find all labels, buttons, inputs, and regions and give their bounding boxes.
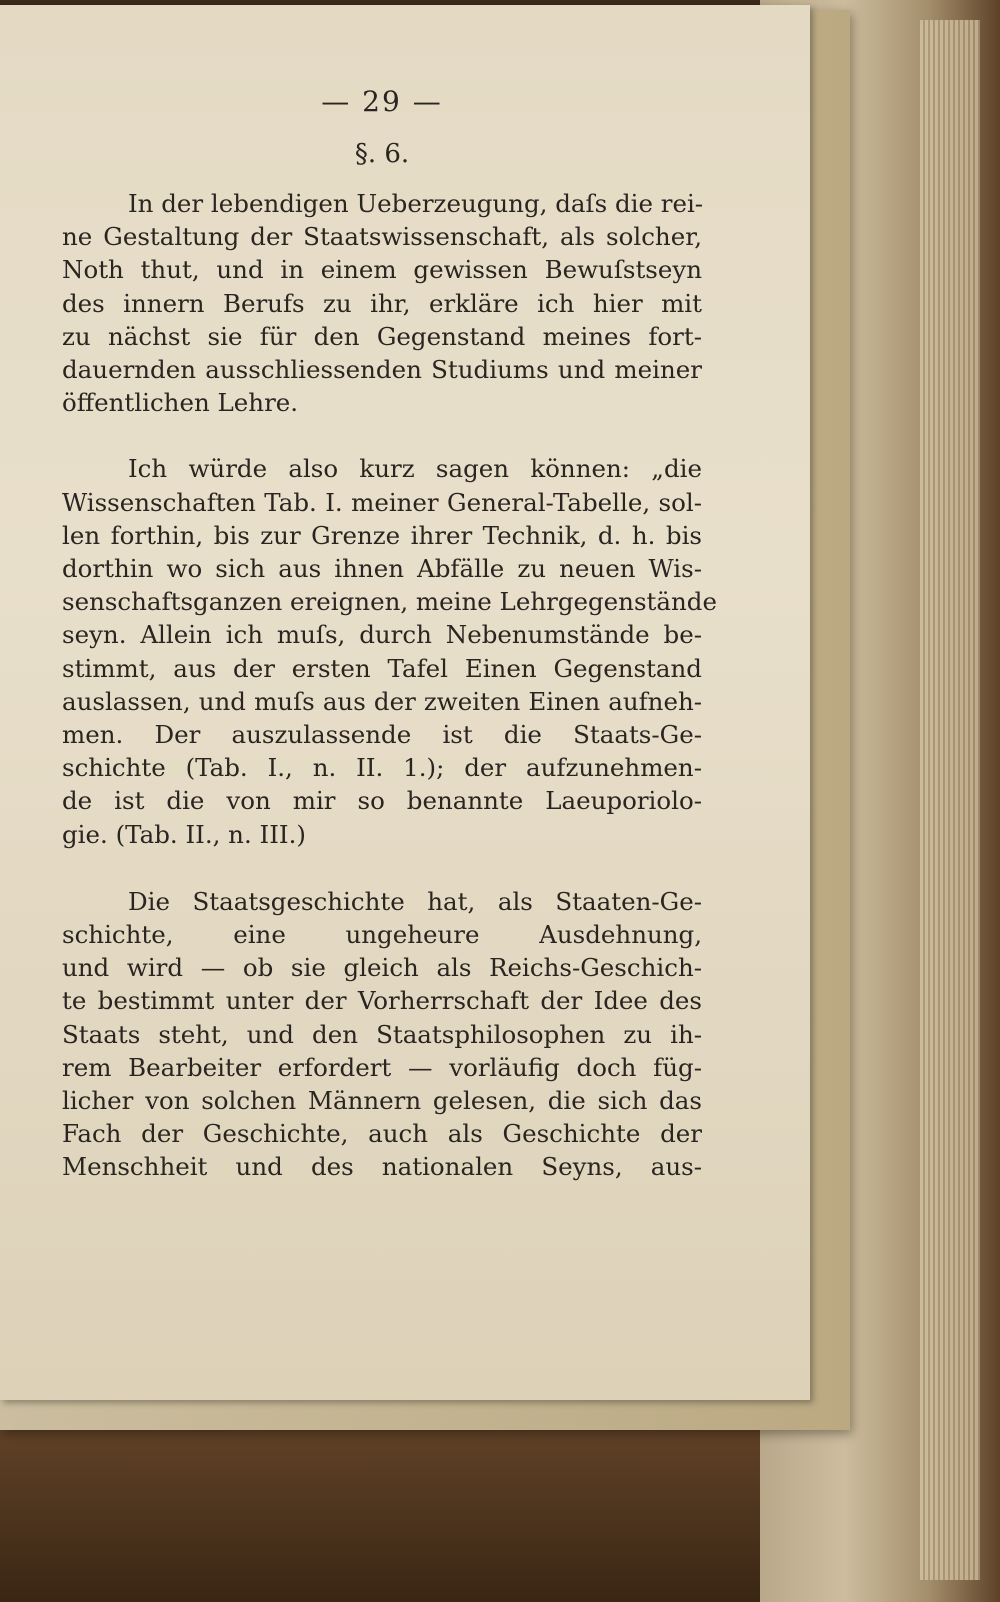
text-line: rem Bearbeiter erfordert — vorläufig doch füg- (62, 1052, 702, 1082)
page-stack-edge (920, 20, 980, 1580)
page-number: — 29 — (321, 85, 443, 118)
paragraph-1 (62, 187, 702, 419)
text-line: Fach der Geschichte, auch als Geschichte der (62, 1119, 702, 1149)
text-line: dorthin wo sich aus ihnen Abfälle zu neuen Wis- (62, 554, 702, 584)
paragraph-gap (62, 419, 702, 452)
paragraph-gap (62, 851, 702, 885)
text-line: Menschheit und des nationalen Seyns, aus- (62, 1152, 702, 1182)
text-line: Noth thut, und in einem gewissen Bewuſstseyn (62, 255, 702, 285)
text-line: auslassen, und muſs aus der zweiten Einen aufneh- (62, 686, 702, 716)
text-line (62, 452, 702, 485)
text-line (62, 885, 702, 918)
text-line: Staats steht, und den Staatsphilosophen zu ih- (62, 1019, 702, 1049)
text-line-content: Die Staatsgeschichte hat, als Staaten-Ge- (128, 886, 702, 916)
page-text-block (62, 85, 717, 1184)
text-line-content: In der lebendigen Ueberzeugung, daſs die rei- (128, 189, 704, 218)
text-line (62, 187, 702, 220)
text-line: de ist die von mir so benannte Laeuporiolo- (62, 786, 702, 816)
section-heading: §. 6. (354, 139, 410, 169)
text-line: ne Gestaltung der Staatswissenschaft, als solcher, (62, 222, 702, 252)
text-line: schichte (Tab. I., n. II. 1.); der aufzunehmen- (62, 753, 702, 783)
text-line: dauernden ausschliessenden Studiums und meiner (62, 355, 702, 385)
text-line: Wissenschaften Tab. I. meiner General-Tabelle, sol- (62, 487, 702, 517)
text-line: licher von solchen Männern gelesen, die sich das (62, 1086, 702, 1116)
text-line: des innern Berufs zu ihr, erkläre ich hier mit (62, 288, 702, 318)
text-line: len forthin, bis zur Grenze ihrer Technik, d. h. bis (62, 520, 702, 550)
text-line: stimmt, aus der ersten Tafel Einen Gegenstand (62, 653, 702, 683)
paragraph-3 (62, 885, 702, 1184)
paragraph-2 (62, 452, 717, 850)
text-line: te bestimmt unter der Vorherrschaft der Idee des (62, 986, 702, 1016)
text-line: men. Der auszulassende ist die Staats-Ge- (62, 720, 702, 750)
text-line: und wird — ob sie gleich als Reichs-Geschich- (62, 953, 702, 983)
text-line: zu nächst sie für den Gegenstand meines fort- (62, 321, 702, 351)
book-page (0, 5, 810, 1400)
text-line: senschaftsganzen ereignen, meine Lehrgegenstände (62, 587, 717, 617)
text-line: gie. (Tab. II., n. III.) (62, 819, 306, 849)
text-line: öffentlichen Lehre. (62, 388, 299, 418)
text-line: seyn. Allein ich muſs, durch Nebenumstände be- (62, 620, 702, 650)
text-line: schichte, eine ungeheure Ausdehnung, (62, 920, 702, 950)
text-line-content: Ich würde also kurz sagen können: „die (128, 454, 702, 484)
